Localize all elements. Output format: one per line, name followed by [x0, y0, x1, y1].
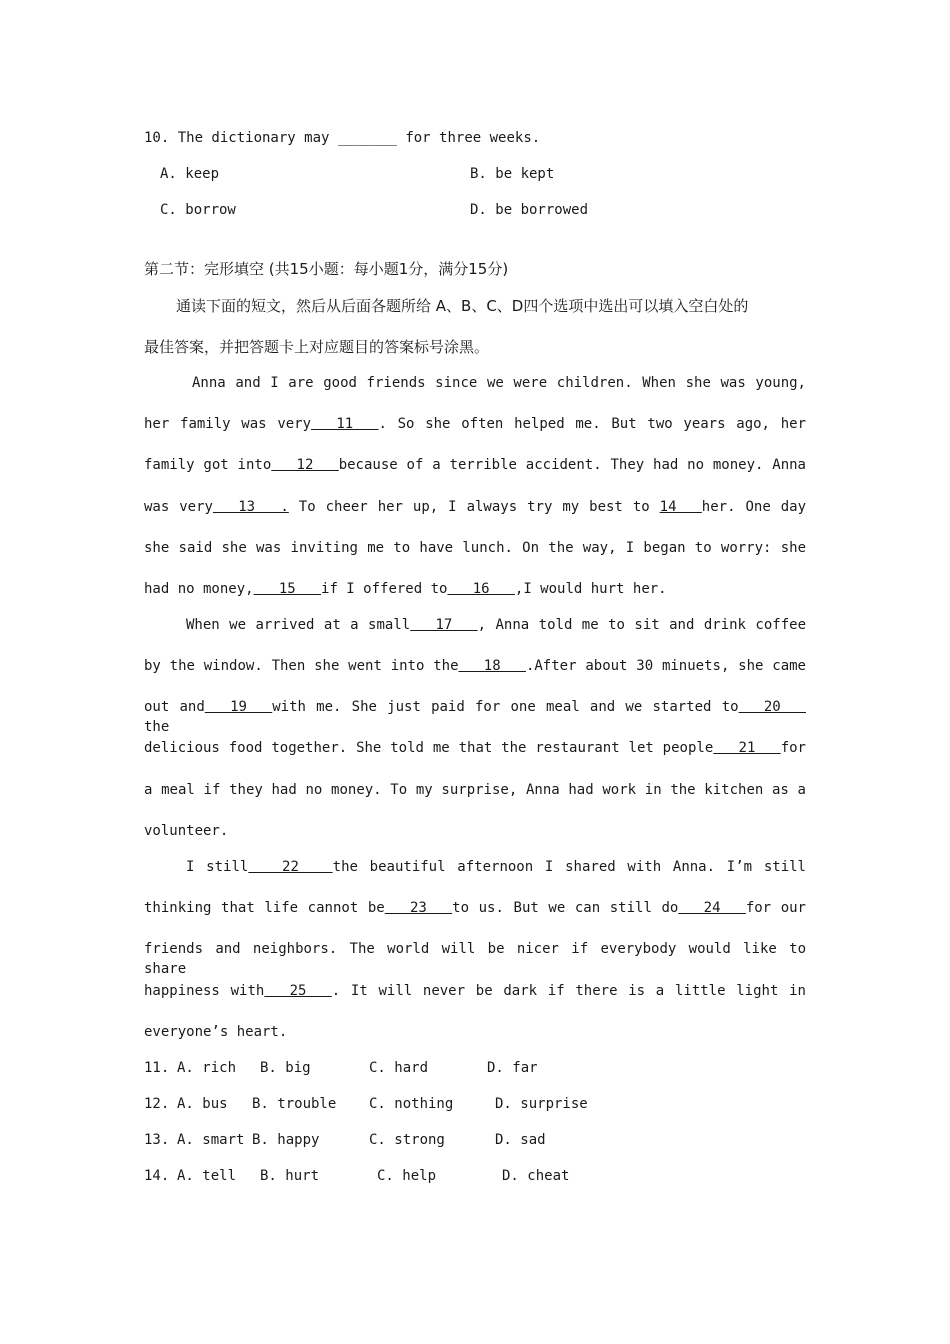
blank-16: 16 [447, 581, 515, 597]
blank-15: 15 [253, 581, 322, 597]
blank-24: 24 [678, 900, 746, 916]
passage-line-10: delicious food together. She told me that the restaurant let people 21 for [144, 740, 806, 756]
option-c: C. nothing [369, 1096, 454, 1112]
blank-13: 13 . [212, 499, 289, 515]
blank-19: 19 [204, 699, 273, 715]
q10-option-d: D. be borrowed [470, 202, 589, 218]
blank-25: 25 [264, 983, 332, 999]
passage-line-14: thinking that life cannot be 23 to us. But we can still do 24 for our [144, 900, 806, 916]
option-b: B. trouble [252, 1096, 337, 1112]
passage-line-6: had no money, 15 if I offered to 16 ,I would hurt her. [144, 581, 667, 597]
blank-12: 12 [271, 457, 339, 473]
passage-line-12: volunteer. [144, 823, 229, 839]
option-c: C. help [377, 1168, 437, 1184]
question-10-stem [144, 128, 540, 148]
q10-option-b: B. be kept [470, 166, 555, 182]
passage-line-9: out and 19 with me. She just paid for one meal and we started to 20 the [144, 699, 806, 735]
question-number: 12. [144, 1096, 170, 1112]
passage-line-15: friends and neighbors. The world will be nicer if everybody would like to share [144, 941, 806, 977]
option-d: D. sad [495, 1132, 546, 1148]
blank-22: 22 [248, 859, 333, 875]
section-title: 第二节：完形填空 (共15小题：每小题1分，满分15分) [144, 260, 509, 278]
option-d: D. cheat [502, 1168, 570, 1184]
option-a: A. smart [177, 1132, 245, 1148]
blank-23: 23 [384, 900, 453, 916]
option-a: A. rich [177, 1060, 237, 1076]
option-c: C. hard [369, 1060, 429, 1076]
passage-line-5: she said she was inviting me to have lunch. On the way, I began to worry: she [144, 540, 806, 556]
passage-line-8: by the window. Then she went into the 18 .After about 30 minuets, she came [144, 658, 806, 674]
option-b: B. hurt [260, 1168, 320, 1184]
passage-line-17: everyone’s heart. [144, 1024, 288, 1040]
q10-stem-after: for three weeks. [396, 130, 541, 146]
option-a: A. tell [177, 1168, 237, 1184]
q10-blank: _______ [337, 130, 397, 146]
passage-line-7: When we arrived at a small 17 , Anna told me to sit and drink coffee [186, 617, 806, 633]
question-number: 14. [144, 1168, 170, 1184]
section-instruction-2: 最佳答案，并把答题卡上对应题目的答案标号涂黑。 [144, 338, 490, 356]
blank-11: 11 [311, 416, 379, 432]
option-b: B. big [260, 1060, 311, 1076]
blank-20: 20 [738, 699, 806, 715]
option-b: B. happy [252, 1132, 320, 1148]
q10-stem-before: 10. The dictionary may [144, 130, 338, 146]
question-number: 11. [144, 1060, 170, 1076]
question-number: 13. [144, 1132, 170, 1148]
passage-line-11: a meal if they had no money. To my surprise, Anna had work in the kitchen as a [144, 782, 806, 798]
passage-line-2: her family was very 11 . So she often helped me. But two years ago, her [144, 416, 806, 432]
passage-line-1: Anna and I are good friends since we were children. When she was young, [192, 375, 806, 391]
option-d: D. surprise [495, 1096, 588, 1112]
blank-17: 17 [410, 617, 478, 633]
q10-option-c: C. borrow [160, 202, 236, 218]
q10-option-a: A. keep [160, 166, 220, 182]
passage-line-16: happiness with 25 . It will never be dark if there is a little light in [144, 983, 806, 999]
passage-line-4: was very 13 . To cheer her up, I always try my best to 14 her. One day [144, 499, 806, 515]
section-instruction-1: 通读下面的短文，然后从后面各题所给 A、B、C、D四个选项中选出可以填入空白处的 [176, 297, 749, 315]
passage-line-13: I still 22 the beautiful afternoon I shared with Anna. I’m still [186, 859, 806, 875]
blank-14: 14 [659, 499, 702, 515]
blank-21: 21 [713, 740, 781, 756]
option-a: A. bus [177, 1096, 228, 1112]
option-c: C. strong [369, 1132, 445, 1148]
blank-18: 18 [458, 658, 526, 674]
option-d: D. far [487, 1060, 538, 1076]
passage-line-3: family got into 12 because of a terrible accident. They had no money. Anna [144, 457, 806, 473]
